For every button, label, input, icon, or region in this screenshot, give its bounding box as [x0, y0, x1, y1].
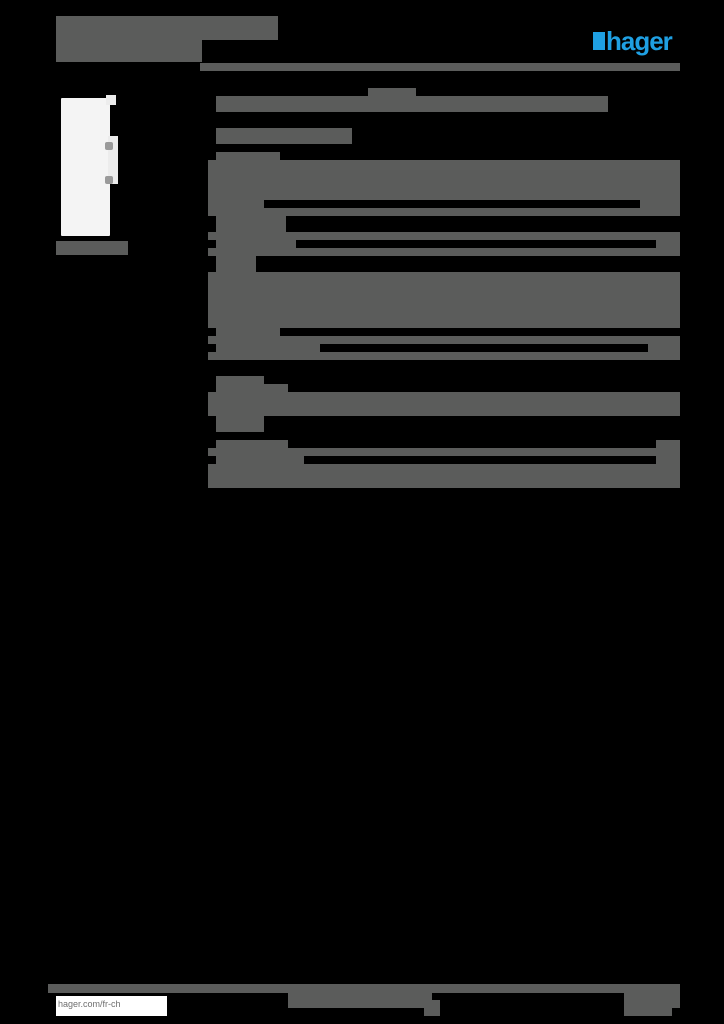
section-2-row-redacted: [208, 232, 680, 240]
section-3-row-end-redacted: [648, 344, 680, 352]
section-5-label-redacted: [216, 440, 288, 448]
footer-right2-redacted: [624, 1008, 672, 1016]
section-3-table-redacted: [208, 272, 680, 328]
product-lip: [106, 95, 116, 105]
heading-accent-redacted: [368, 88, 416, 98]
section-5-table-redacted: [208, 464, 680, 488]
document-title-redacted-line2: [56, 28, 278, 40]
hager-logo: [593, 28, 672, 54]
subheading-redacted: [216, 128, 352, 144]
section-3-rule: [208, 352, 680, 360]
footer-url[interactable]: hager.com/fr-ch: [58, 999, 121, 1009]
document-title-redacted: [56, 16, 278, 28]
section-5-row-redacted: [208, 448, 680, 456]
section-1-row-end-redacted: [640, 200, 680, 208]
section-3-label2-redacted: [216, 328, 280, 336]
section-3-label-redacted: [216, 256, 256, 272]
footer-center-redacted: [288, 992, 432, 1008]
hager-logo-text: hager: [606, 26, 672, 56]
header-rule: [200, 63, 680, 71]
section-4-label-ext-redacted: [216, 384, 288, 392]
section-2-label2-redacted: [216, 240, 296, 248]
footer-right-redacted: [624, 992, 680, 1008]
heading-redacted: [216, 96, 608, 112]
footer-url-box[interactable]: [56, 996, 167, 1016]
hinge-icon: [105, 176, 113, 184]
document-subtitle-redacted: [56, 40, 202, 62]
section-1-table-redacted: [208, 160, 680, 200]
hinge-icon: [105, 142, 113, 150]
section-1-rule: [208, 208, 680, 216]
product-caption-redacted: [56, 241, 128, 255]
section-5-row-end-redacted: [656, 440, 680, 464]
section-1-row-redacted: [208, 200, 264, 208]
product-image: [61, 98, 110, 236]
section-5-label2-redacted: [216, 456, 304, 464]
section-2-rule: [208, 248, 680, 256]
section-2-label-redacted: [216, 216, 286, 232]
section-3-label3-redacted: [216, 344, 320, 352]
footer-center-tail-redacted: [424, 1000, 440, 1016]
section-4-row-redacted: [208, 392, 680, 416]
section-3-row-redacted: [208, 336, 680, 344]
hager-logo-mark: [593, 32, 605, 50]
section-2-row-end-redacted: [656, 240, 680, 248]
